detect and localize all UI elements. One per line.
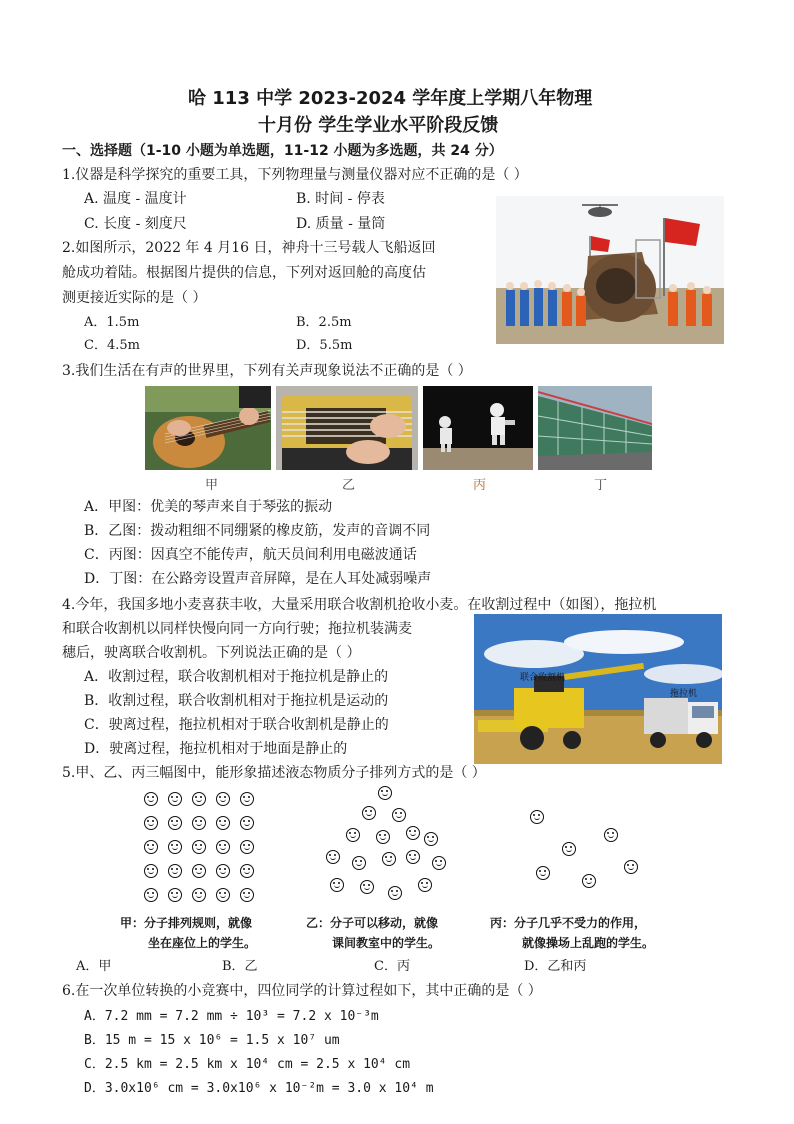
- molecule-icon: [144, 792, 158, 806]
- return-capsule-photo: [496, 196, 724, 344]
- q1-option-a: A. 温度 - 温度计: [84, 191, 187, 207]
- q4-option-c: C．驶离过程，拖拉机相对于联合收割机是静止的: [84, 717, 389, 733]
- solid-molecules-diagram: [144, 792, 266, 904]
- molecule-icon: [424, 832, 438, 846]
- q1-option-b: B. 时间 - 停表: [296, 191, 385, 207]
- molecule-icon: [388, 886, 402, 900]
- q5-stem: 5.甲、乙、丙三幅图中，能形象描述液态物质分子排列方式的是（ ）: [62, 765, 486, 781]
- molecule-icon: [216, 792, 230, 806]
- molecule-icon: [168, 864, 182, 878]
- molecule-icon: [382, 852, 396, 866]
- astronauts-moon-photo: [423, 386, 533, 470]
- q2-stem-line3: 测更接近实际的是（ ）: [62, 290, 207, 306]
- molecule-icon: [192, 816, 206, 830]
- q5-caption-bing-line2: 就像操场上乱跑的学生。: [522, 936, 655, 950]
- molecule-icon: [362, 806, 376, 820]
- rubber-band-box-photo: [276, 386, 418, 470]
- molecule-icon: [378, 786, 392, 800]
- q4-option-b: B．收割过程，联合收割机相对于拖拉机是运动的: [84, 693, 389, 709]
- molecule-icon: [346, 828, 360, 842]
- q4-option-a: A．收割过程，联合收割机相对于拖拉机是静止的: [84, 669, 389, 685]
- molecule-icon: [392, 808, 406, 822]
- q2-option-d: D．5.5m: [296, 338, 353, 353]
- q5-option-d: D．乙和丙: [524, 959, 587, 974]
- q5-caption-yi-line2: 课间教室中的学生。: [332, 936, 441, 950]
- molecule-icon: [168, 792, 182, 806]
- guitar-photo: [145, 386, 271, 470]
- q2-option-c: C．4.5m: [84, 338, 140, 353]
- molecule-icon: [240, 888, 254, 902]
- molecule-icon: [530, 810, 544, 824]
- molecule-icon: [216, 840, 230, 854]
- q5-caption-jia-line2: 坐在座位上的学生。: [148, 936, 257, 950]
- molecule-icon: [144, 864, 158, 878]
- q6-option-d: D．3.0x10⁶ cm = 3.0x10⁶ x 10⁻²m = 3.0 x 10⁴ m: [84, 1081, 434, 1096]
- q6-stem: 6.在一次单位转换的小竞赛中，四位同学的计算过程如下，其中正确的是（ ）: [62, 983, 542, 999]
- q4-option-d: D．驶离过程，拖拉机相对于地面是静止的: [84, 741, 348, 757]
- molecule-icon: [216, 816, 230, 830]
- molecule-icon: [376, 830, 390, 844]
- molecule-icon: [144, 816, 158, 830]
- molecule-icon: [406, 850, 420, 864]
- liquid-molecules-diagram: [322, 786, 452, 910]
- molecule-icon: [326, 850, 340, 864]
- molecule-icon: [604, 828, 618, 842]
- q6-option-a: A．7.2 mm = 7.2 mm ÷ 10³ = 7.2 x 10⁻³m: [84, 1009, 379, 1024]
- molecule-icon: [536, 866, 550, 880]
- molecule-icon: [352, 856, 366, 870]
- molecule-icon: [582, 874, 596, 888]
- molecule-icon: [432, 856, 446, 870]
- molecule-icon: [216, 888, 230, 902]
- q5-option-c: C．丙: [374, 959, 410, 974]
- molecule-icon: [418, 878, 432, 892]
- q3-option-d: D．丁图：在公路旁设置声音屏障，是在人耳处减弱噪声: [84, 571, 432, 587]
- molecule-icon: [240, 864, 254, 878]
- q3-option-a: A．甲图：优美的琴声来自于琴弦的振动: [84, 499, 333, 515]
- harvester-label: 联合收割机: [520, 673, 566, 683]
- molecule-icon: [168, 816, 182, 830]
- molecule-icon: [192, 864, 206, 878]
- molecule-icon: [240, 792, 254, 806]
- page-subtitle: 十月份 学生学业水平阶段反馈: [258, 115, 499, 136]
- q3-option-b: B．乙图：拨动粗细不同绷紧的橡皮筋，发声的音调不同: [84, 523, 431, 539]
- q1-option-d: D. 质量 - 量筒: [296, 216, 386, 232]
- q2-option-a: A．1.5m: [84, 315, 140, 330]
- molecule-icon: [216, 864, 230, 878]
- q6-option-b: B．15 m = 15 x 10⁶ = 1.5 x 10⁷ um: [84, 1033, 340, 1048]
- q5-caption-jia-line1: 甲：分子排列规则，就像: [120, 916, 253, 930]
- molecule-icon: [168, 888, 182, 902]
- q5-option-a: A．甲: [76, 959, 112, 974]
- molecule-icon: [144, 840, 158, 854]
- molecule-icon: [330, 878, 344, 892]
- molecule-icon: [192, 840, 206, 854]
- q3-label-yi: 乙: [342, 478, 356, 493]
- q4-stem-line3: 穗后，驶离联合收割机。下列说法正确的是（ ）: [62, 645, 361, 661]
- q5-caption-bing-line1: 丙：分子几乎不受力的作用，: [490, 916, 647, 930]
- q2-stem-line2: 舱成功着陆。根据图片提供的信息，下列对返回舱的高度估: [62, 265, 426, 281]
- q2-option-b: B．2.5m: [296, 315, 352, 330]
- q1-stem: 1.仪器是科学探究的重要工具，下列物理量与测量仪器对应不正确的是（ ）: [62, 167, 528, 183]
- q4-stem-line2: 和联合收割机以同样快慢向同一方向行驶；拖拉机装满麦: [62, 621, 412, 637]
- molecule-icon: [240, 840, 254, 854]
- molecule-icon: [168, 840, 182, 854]
- q4-stem-line1: 4.今年，我国多地小麦喜获丰收，大量采用联合收割机抢收小麦。在收割过程中（如图），拖拉机: [62, 597, 657, 613]
- q2-stem-line1: 2.如图所示，2022 年 4 月16 日，神舟十三号载人飞船返回: [62, 240, 436, 256]
- molecule-icon: [360, 880, 374, 894]
- harvester-photo: [474, 614, 722, 764]
- q1-option-c: C. 长度 - 刻度尺: [84, 216, 187, 232]
- q3-label-ding: 丁: [594, 478, 608, 493]
- gas-molecules-diagram: [526, 806, 646, 892]
- molecule-icon: [406, 826, 420, 840]
- molecule-icon: [624, 860, 638, 874]
- page-title: 哈 113 中学 2023-2024 学年度上学期八年物理: [188, 88, 593, 109]
- molecule-icon: [192, 888, 206, 902]
- q3-label-bing: 丙: [473, 478, 487, 493]
- q3-option-c: C．丙图：因真空不能传声，航天员间利用电磁波通话: [84, 547, 417, 563]
- sound-barrier-photo: [538, 386, 652, 470]
- molecule-icon: [240, 816, 254, 830]
- molecule-icon: [192, 792, 206, 806]
- molecule-icon: [144, 888, 158, 902]
- tractor-label: 拖拉机: [670, 689, 698, 699]
- q6-option-c: C．2.5 km = 2.5 km x 10⁴ cm = 2.5 x 10⁴ cm: [84, 1057, 411, 1072]
- q3-stem: 3.我们生活在有声的世界里，下列有关声现象说法不正确的是（ ）: [62, 363, 472, 379]
- q5-option-b: B．乙: [222, 959, 258, 974]
- section-heading: 一、选择题（1-10 小题为单选题，11-12 小题为多选题，共 24 分）: [62, 143, 503, 159]
- q3-label-jia: 甲: [205, 478, 219, 493]
- molecule-icon: [562, 842, 576, 856]
- q5-caption-yi-line1: 乙：分子可以移动，就像: [306, 916, 439, 930]
